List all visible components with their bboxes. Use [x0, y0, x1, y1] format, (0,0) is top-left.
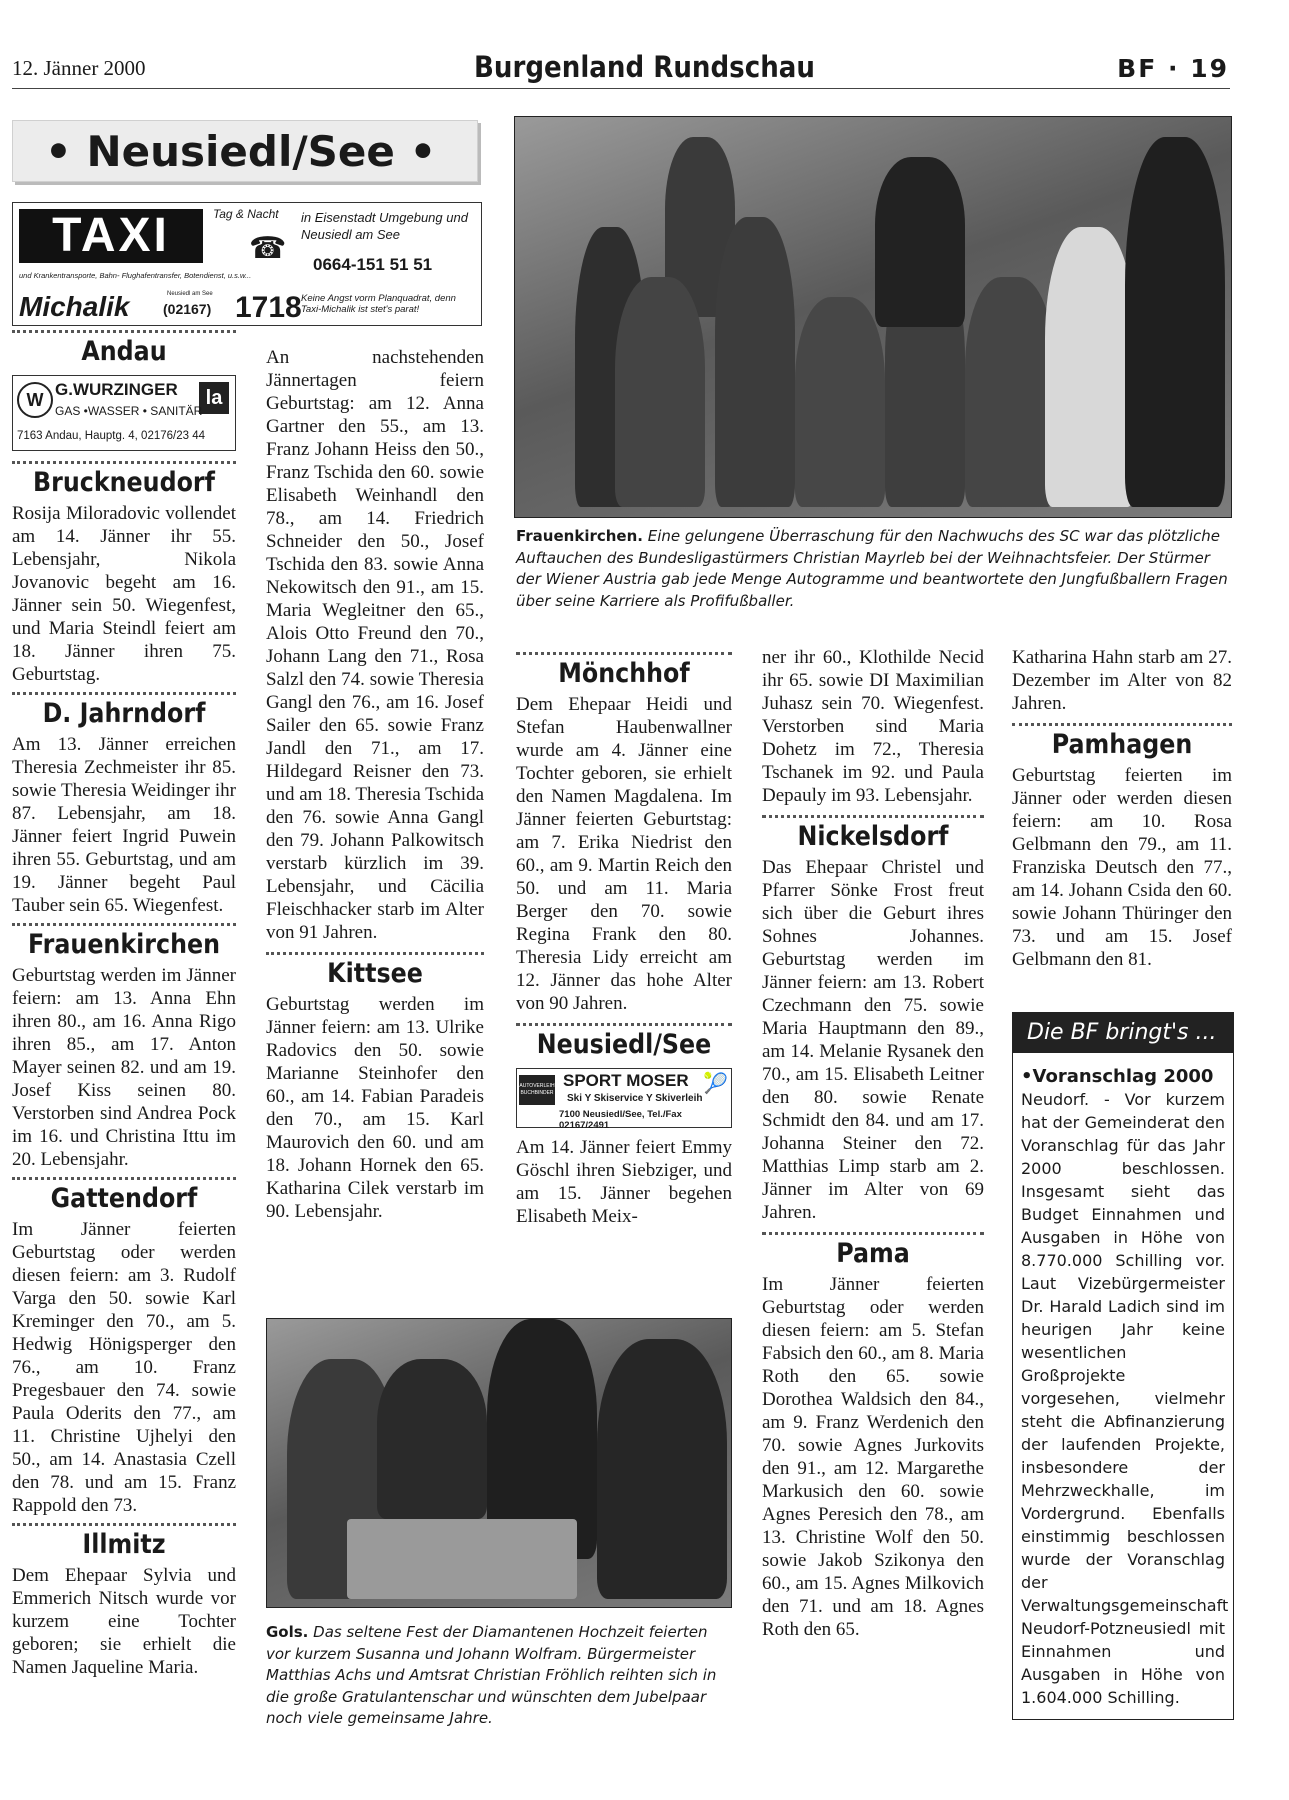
- column-4: [762, 646, 984, 1641]
- taxi-ad: [12, 202, 482, 326]
- taxi-area-code: (02167): [163, 301, 212, 317]
- column-5: [1012, 646, 1232, 971]
- sidebar-body: Neudorf. - Vor kurzem hat der Gemeinderat den Voranschlag für das Jahr 2000 beschlossen. Insgesamt sieht das Budget Einnahmen und Ausgaben in Höhe von 8.770.000 Schilling vor. Laut Vizebürgermeister Dr. Harald Ladich sind im heurigen Jahr keine wesentlichen Großprojekte vorgesehen, vielmehr steht die Abfinanzierung der laufenden Projekte, insbesondere der Mehrzweckhalle, im Vordergrund. Ebenfalls einstimmig beschlossen wurde der Voranschlag der Verwaltungsgemeinschaft Neudorf-Potzneusiedl mit Einnahmen und Ausgaben in Höhe von 1.604.000 Schilling.: [1021, 1090, 1229, 1707]
- taxi-motto: Keine Angst vorm Planquadrat, denn Taxi-Michalik ist stet's parat!: [301, 293, 456, 315]
- taxi-services: und Krankentransporte, Bahn- Flughafentransfer, Botendienst, u.s.w...: [19, 271, 252, 280]
- section-heading: Mönchhof: [558, 658, 690, 689]
- sidebar-item-title: •Voranschlag 2000: [1021, 1066, 1214, 1087]
- photo-gols-caption: Gols. Das seltene Fest der Diamantenen Hochzeit feierten vor kurzem Susanna und Johann Wolfram. Bürgermeister Matthias Achs und Amtsrat Christian Fröhlich reihten sich in die große Gratulantenschar und wünschten dem Jubelpaar noch viele gemeinsame Jahre.: [266, 1623, 717, 1727]
- newspaper-title: Burgenland Rundschau: [474, 50, 815, 84]
- column-1: [12, 330, 236, 1679]
- section-text: Das Ehepaar Christel und Pfarrer Sönke Frost freut sich über die Geburt ihres Sohnes Johannes. Geburtstag werden im Jänner feiern: am 13. Robert Czechmann den 75. sowie Maria Hauptmann den 89., am 14. Melanie Rysanek den 70., am 15. Elisabeth Leitner den 80. sowie Renate Schmidt den 84. und am 17. Johanna Steiner den 72. Matthias Limp starb am 2. Jänner im Alter von 69 Jahren.: [762, 857, 984, 1223]
- column-2: [266, 346, 484, 1223]
- section-heading: Andau: [81, 336, 167, 367]
- wurzinger-trades: GAS •WASSER • SANITÄR: [55, 404, 203, 418]
- autoverleih-logo: AUTOVERLEIH BUCHBINDER: [519, 1075, 555, 1105]
- taxi-name: Michalik: [19, 291, 130, 322]
- taxi-tag: Tag & Nacht: [213, 207, 279, 221]
- taxi-number: 1718: [235, 291, 302, 324]
- section-text: Im Jänner feierten Geburtstag oder werden diesen feiern: am 5. Stefan Fabsich den 60., am 8. Maria Roth den 65. sowie Dorothea Waldsich den 84., am 9. Franz Werdenich den 70. sowie Agnes Jurkovits den 91., am 12. Margarethe Markusich den 60. sowie Agnes Peresich den 78., am 13. Christine Wolf den 50. sowie Jakob Szikonya den 60., am 15. Agnes Milkovich den 71. und am 18. Agnes Roth den 65.: [762, 1274, 984, 1640]
- section-text: Katharina Hahn starb am 27. Dezember im Alter von 82 Jahren.: [1012, 647, 1232, 714]
- telephone-icon: ☎: [249, 232, 287, 265]
- section-heading: Gattendorf: [50, 1183, 198, 1214]
- section-text: Geburtstag feierten im Jänner oder werden diesen feiern: am 10. Rosa Gelbmann den 79., am 11. Franziska Deutsch den 77., am 14. Johann Csida den 60. sowie Johann Thüringer den 73. und am 15. Josef Gelbmann den 81.: [1012, 765, 1232, 970]
- section-text: Am 14. Jänner feiert Emmy Göschl ihren Siebziger, und am 15. Jänner begehen Elisabeth Meix-: [516, 1137, 732, 1227]
- sport-moser-name: SPORT MOSER: [563, 1071, 689, 1090]
- region-banner: • Neusiedl/See •: [12, 120, 478, 182]
- section-heading: Bruckneudorf: [33, 467, 215, 498]
- sport-moser-ad: [516, 1068, 732, 1131]
- section-text: Geburtstag werden im Jänner feiern: am 13. Ulrike Radovics den 50. sowie Marianne Steinhofer den 60., am 14. Fabian Paradeis den 70., am 15. Karl Maurovich den 60. und am 18. Johann Hornek den 65. Katharina Cilek verstarb im 90. Lebensjahr.: [266, 994, 484, 1222]
- section-heading: D. Jahrndorf: [42, 698, 206, 729]
- wurzinger-name: G.WURZINGER: [55, 380, 178, 399]
- sport-moser-services: Ski Y Skiservice Y Skiverleih: [567, 1093, 703, 1104]
- section-text: Dem Ehepaar Heidi und Stefan Haubenwallner wurde am 4. Jänner eine Tochter geboren, sie erhielt den Namen Magdalena. Im Jänner feierten Geburtstag: am 7. Erika Niedrist den 60., am 9. Martin Reich den 50. und am 11. Maria Berger den 70. sowie Regina Frank den 80. Theresia Lidy erreicht am 12. Jänner das hohe Alter von 90 Jahren.: [516, 694, 732, 1014]
- section-text: ner ihr 60., Klothilde Necid ihr 65. sowie DI Maximilian Juhasz sein 70. Wiegenfest. Verstorben sind Maria Dohetz im 72., Theresia Tschanek im 92. und Paula Depauly im 93. Lebensjahr.: [762, 647, 984, 806]
- sport-moser-address: 7100 Neusiedl/See, Tel./Fax 02167/2491: [559, 1109, 682, 1131]
- section-heading: Illmitz: [82, 1529, 166, 1560]
- section-heading: Nickelsdorf: [797, 821, 949, 852]
- photo-frauenkirchen: [514, 116, 1232, 518]
- header-rule: [12, 88, 1230, 89]
- section-heading: Neusiedl/See: [536, 1029, 712, 1060]
- section-heading: Frauenkirchen: [27, 929, 221, 960]
- section-heading: Pama: [836, 1238, 910, 1269]
- section-text: Am 13. Jänner erreichen Theresia Zechmeister ihr 85. sowie Theresia Weidinger ihr 87. Lebensjahr, am 18. Jänner feiert Ingrid Puwein ihren 55. Geburtstag, und am 19. Jänner begeht Paul Tauber sein 65. Wiegenfest.: [12, 734, 236, 916]
- la-badge: la: [199, 382, 229, 414]
- page-number: BF · 19: [1117, 54, 1229, 83]
- wurzinger-ad: [12, 375, 236, 451]
- wrench-logo-icon: W: [17, 382, 53, 418]
- wurzinger-address: 7163 Andau, Hauptg. 4, 02176/23 44: [17, 430, 205, 442]
- section-text: Geburtstag werden im Jänner feiern: am 13. Anna Ehn ihren 80., am 16. Anna Rigo ihren 85., am 17. Anton Mayer seinen 82. und am 19. Josef Kiss seinen 80. Verstorben sind Andrea Pock im 16. und Christina Ittu im 20. Lebensjahr.: [12, 965, 236, 1170]
- info-sidebar: [1012, 1012, 1234, 1720]
- section-heading: Pamhagen: [1051, 729, 1193, 760]
- taxi-logo: TAXI: [19, 209, 203, 263]
- column-3: [516, 652, 732, 1228]
- section-text: Rosija Miloradovic vollendet am 14. Jänner ihr 55. Lebensjahr, Nikola Jovanovic begeht am 16. Jänner sein 50. Wiegenfest, und Maria Steindl feiert am 18. Jänner ihren 75. Geburtstag.: [12, 503, 236, 685]
- sidebar-title: Die BF bringt's ...: [1013, 1013, 1233, 1053]
- issue-date: 12. Jänner 2000: [12, 56, 146, 80]
- section-text: Im Jänner feierten Geburtstag oder werden diesen feiern: am 3. Rudolf Varga den 50. sowie Karl Kreminger den 70., am 5. Hedwig Hönigsperger den 76., am 10. Franz Pregesbauer den 74. sowie Paula Oderits den 77., am 11. Christine Ujhelyi den 50., am 14. Anastasia Czell den 78. und am 15. Franz Rappold den 73.: [12, 1219, 236, 1516]
- section-text: Dem Ehepaar Sylvia und Emmerich Nitsch wurde vor kurzem eine Tochter geboren; sie erhielt die Namen Jaqueline Maria.: [12, 1565, 236, 1678]
- taxi-area: in Eisenstadt Umgebung und Neusiedl am See: [301, 210, 468, 242]
- tennis-racket-icon: 🎾: [703, 1073, 728, 1095]
- photo-gols: [266, 1318, 732, 1608]
- section-heading: Kittsee: [327, 958, 423, 989]
- taxi-phone: 0664-151 51 51: [313, 255, 433, 274]
- section-text: An nachstehenden Jännertagen feiern Geburtstag: am 12. Anna Gartner den 55., am 13. Franz Johann Heiss den 50., Franz Tschida den 60. sowie Elisabeth Weinhandl den 78., am 14. Friedrich Schneider den 50., Josef Tschida den 83. sowie Anna Nekowitsch den 91., am 15. Maria Wegleitner den 65., Alois Otto Freund den 70., Johann Lang den 71., Rosa Salzl den 74. sowie Theresia Gangl den 76., am 16. Josef Sailer den 65. sowie Franz Jandl den 71., am 17. Hildegard Reisner den 73. und am 18. Theresia Tschida den 76. sowie Anna Gangl den 79. Johann Palkowitsch verstarb kürzlich im 39. Lebensjahr, und Cäcilia Fleischhacker starb im Alter von 91 Jahren.: [266, 347, 484, 943]
- taxi-location: Neusiedl am See: [167, 291, 213, 297]
- photo-frauenkirchen-caption: Frauenkirchen. Eine gelungene Überraschung für den Nachwuchs des SC war das plötzliche Auftauchen des Bundesligastürmers Christian Mayrleb bei der Weihnachtsfeier. Der Stürmer der Wiener Austria gab jede Menge Autogramme und beantwortete den Jungfußballern Fragen über seine Karriere als Profifußballer.: [516, 527, 1228, 610]
